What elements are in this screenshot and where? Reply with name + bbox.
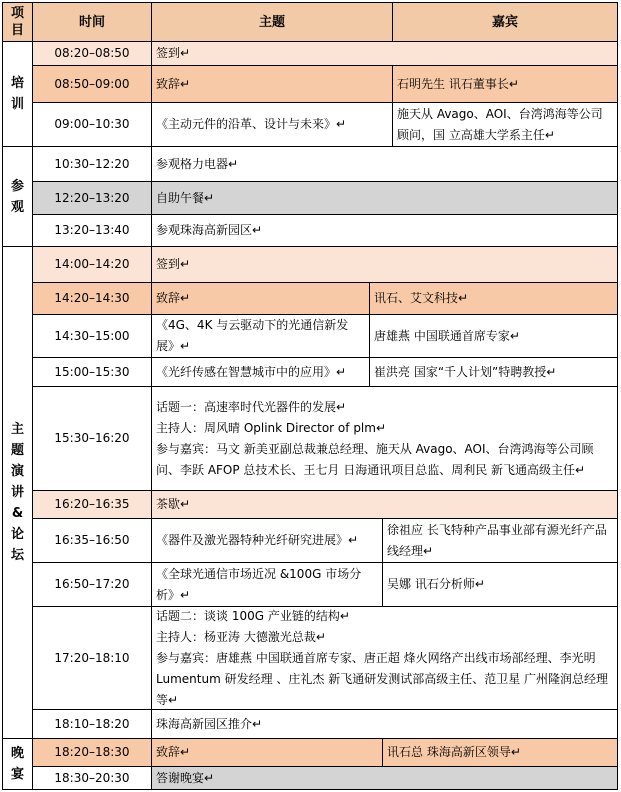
row-time bbox=[32, 314, 152, 358]
row-time bbox=[32, 738, 152, 767]
topic-text: 致辞↵ bbox=[156, 745, 191, 759]
row-topic bbox=[151, 41, 618, 66]
row-guest bbox=[369, 282, 618, 315]
row-topic bbox=[151, 709, 618, 739]
section-visit bbox=[2, 146, 33, 247]
time-label: 10:30–12:20 bbox=[54, 156, 130, 171]
row-topic bbox=[151, 102, 393, 147]
row-time bbox=[32, 41, 152, 66]
row-guest bbox=[392, 65, 618, 103]
row-topic bbox=[151, 181, 618, 215]
section-training-label: 培训 bbox=[10, 76, 24, 112]
row-topic bbox=[151, 214, 618, 247]
row-time bbox=[32, 102, 152, 147]
row-time bbox=[32, 357, 152, 387]
topic-text: 珠海高新园区推介↵ bbox=[156, 716, 263, 731]
header-item-label: 项目 bbox=[10, 6, 24, 38]
row-topic bbox=[151, 314, 370, 358]
time-label: 16:35–16:50 bbox=[54, 533, 130, 547]
time-label: 16:50–17:20 bbox=[54, 577, 130, 591]
header-topic bbox=[151, 2, 393, 42]
row-time bbox=[32, 214, 152, 247]
row-topic bbox=[151, 606, 618, 710]
guest-text: 讯石总 珠海高新区领导↵ bbox=[387, 745, 521, 759]
topic-text: 致辞↵ bbox=[156, 76, 191, 91]
row-time bbox=[32, 606, 152, 710]
time-label: 18:10–18:20 bbox=[54, 716, 130, 731]
guest-text: 唐雄燕 中国联通首席专家↵ bbox=[374, 328, 520, 343]
time-label: 08:50–09:00 bbox=[54, 76, 130, 91]
row-topic bbox=[151, 518, 383, 563]
topic-text: 答谢晚宴↵ bbox=[156, 770, 215, 785]
row-time bbox=[32, 246, 152, 283]
topic-text: 《全球光通信市场近况 &100G 市场分析》↵ bbox=[156, 566, 362, 602]
time-label: 08:20–08:50 bbox=[54, 46, 130, 60]
row-topic bbox=[151, 490, 618, 519]
row-time bbox=[32, 518, 152, 563]
row-guest bbox=[369, 357, 618, 387]
section-banquet bbox=[2, 738, 33, 790]
time-label: 18:30–20:30 bbox=[54, 770, 130, 785]
topic-text: 签到↵ bbox=[156, 257, 191, 271]
topic-text: 话题二：谈谈 100G 产业链的结构↵ 主持人：杨亚涛 大德激光总裁↵ 参与嘉宾：唐雄燕 中国联通首席专家、唐正超 烽火网络产出线市场部经理、李光明 Lumentum 研发经理 、庄礼杰 新飞通研发测试部高级主任、范卫星 广州隆润总经理等↵ bbox=[156, 608, 609, 707]
time-label: 18:20–18:30 bbox=[54, 745, 130, 759]
row-guest bbox=[392, 102, 618, 147]
header-time bbox=[32, 2, 152, 42]
header-guest-label: 嘉宾 bbox=[491, 14, 518, 30]
time-label: 15:30–16:20 bbox=[54, 431, 130, 445]
topic-text: 《器件及激光器特种光纤研究进展》↵ bbox=[156, 533, 359, 547]
header-time-label: 时间 bbox=[78, 14, 105, 30]
row-topic bbox=[151, 65, 393, 103]
row-topic bbox=[151, 246, 618, 283]
section-banquet-label: 晚宴 bbox=[10, 746, 24, 782]
topic-text: 致辞↵ bbox=[156, 291, 191, 305]
row-time bbox=[32, 766, 152, 790]
time-label: 12:20–13:20 bbox=[54, 190, 130, 205]
row-time bbox=[32, 282, 152, 315]
row-topic bbox=[151, 738, 383, 767]
header-item bbox=[2, 2, 33, 42]
row-topic bbox=[151, 386, 618, 491]
time-label: 09:00–10:30 bbox=[54, 117, 130, 131]
time-label: 16:20–16:35 bbox=[54, 497, 130, 511]
topic-text: 签到↵ bbox=[156, 46, 191, 60]
row-time bbox=[32, 65, 152, 103]
row-topic bbox=[151, 562, 383, 607]
guest-text: 讯石、艾文科技↵ bbox=[374, 291, 469, 305]
section-training bbox=[2, 41, 33, 147]
section-keynote-label: 主题演讲&论坛 bbox=[10, 422, 24, 563]
section-visit-label: 参观 bbox=[10, 178, 24, 215]
time-label: 14:20–14:30 bbox=[54, 291, 130, 305]
time-label: 17:20–18:10 bbox=[54, 650, 130, 665]
header-guest bbox=[392, 2, 618, 42]
row-time bbox=[32, 386, 152, 491]
guest-text: 徐祖应 长飞特种产品事业部有源光纤产品线经理↵ bbox=[387, 522, 607, 558]
row-guest bbox=[382, 562, 618, 607]
topic-text: 自助午餐↵ bbox=[156, 190, 215, 205]
time-label: 13:20–13:40 bbox=[54, 223, 130, 237]
topic-text: 《主动元件的沿革、设计与未来》↵ bbox=[156, 117, 347, 131]
row-time bbox=[32, 146, 152, 182]
row-topic bbox=[151, 357, 370, 387]
row-time bbox=[32, 562, 152, 607]
topic-text: 茶歇↵ bbox=[156, 497, 191, 511]
topic-text: 参观格力电器↵ bbox=[156, 156, 239, 171]
guest-text: 吴娜 讯石分析师↵ bbox=[387, 577, 485, 591]
agenda-table bbox=[2, 2, 618, 790]
topic-text: 参观珠海高新园区↵ bbox=[156, 223, 263, 237]
topic-text: 话题一：高速率时代光器件的发展↵ 主持人：周风晴 Oplink Director of plm↵ 参与嘉宾：马文 新美亚副总裁兼总经理、施天从 Avago、AOI、台湾鸿海等公司顾问、李跃 AFOP 总技术长、王七月 日海通讯项目总监、周利民 新飞通高级主任↵ bbox=[156, 399, 594, 477]
row-time bbox=[32, 490, 152, 519]
row-guest bbox=[382, 738, 618, 767]
row-topic bbox=[151, 282, 370, 315]
row-guest bbox=[369, 314, 618, 358]
guest-text: 施天从 Avago、AOI、台湾鸿海等公司顾问，国 立高雄大学系主任↵ bbox=[397, 106, 603, 142]
time-label: 14:00–14:20 bbox=[54, 257, 130, 271]
row-topic bbox=[151, 146, 618, 182]
topic-text: 《4G、4K 与云驱动下的光通信新发展》↵ bbox=[156, 318, 349, 353]
guest-text: 石明先生 讯石董事长↵ bbox=[397, 76, 519, 91]
row-time bbox=[32, 181, 152, 215]
guest-text: 崔洪亮 国家“千人计划”特聘教授↵ bbox=[374, 364, 557, 379]
row-time bbox=[32, 709, 152, 739]
section-keynote bbox=[2, 246, 33, 739]
header-topic-label: 主题 bbox=[258, 14, 285, 30]
topic-text: 《光纤传感在智慧城市中的应用》↵ bbox=[156, 364, 347, 379]
time-label: 15:00–15:30 bbox=[54, 364, 130, 379]
row-topic bbox=[151, 766, 618, 790]
time-label: 14:30–15:00 bbox=[54, 328, 130, 343]
row-guest bbox=[382, 518, 618, 563]
